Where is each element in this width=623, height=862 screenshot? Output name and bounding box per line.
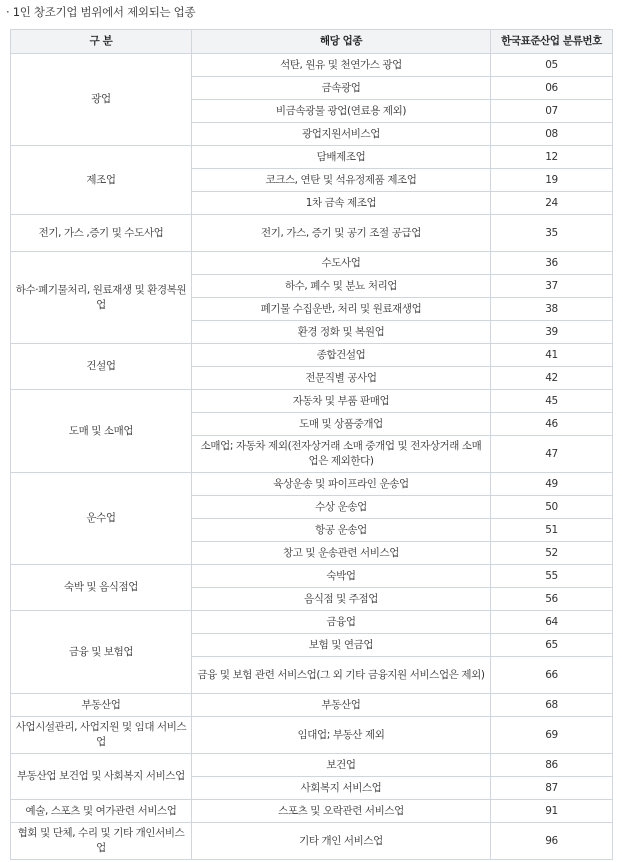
industry-cell: 도매 및 상품중개업 — [192, 413, 491, 436]
table-row — [11, 754, 613, 777]
industry-cell: 보험 및 연금업 — [192, 634, 491, 657]
industry-cell: 사회복지 서비스업 — [192, 777, 491, 800]
industry-cell: 코크스, 연탄 및 석유정제품 제조업 — [192, 169, 491, 192]
industry-cell: 광업지원서비스업 — [192, 123, 491, 146]
table-row — [11, 611, 613, 634]
category-cell: 제조업 — [11, 146, 192, 215]
industry-cell: 종합건설업 — [192, 344, 491, 367]
industry-cell: 창고 및 운송관련 서비스업 — [192, 542, 491, 565]
code-cell: 64 — [491, 611, 613, 634]
category-cell: 사업시설관리, 사업지원 및 임대 서비스업 — [11, 717, 192, 754]
industry-cell: 부동산업 — [192, 694, 491, 717]
industry-cell: 보건업 — [192, 754, 491, 777]
table-row — [11, 146, 613, 169]
table-row — [11, 473, 613, 496]
category-cell: 광업 — [11, 54, 192, 146]
code-cell: 87 — [491, 777, 613, 800]
code-cell: 06 — [491, 77, 613, 100]
code-cell: 56 — [491, 588, 613, 611]
industry-cell: 하수, 폐수 및 분뇨 처리업 — [192, 275, 491, 298]
code-cell: 45 — [491, 390, 613, 413]
industry-cell: 수도사업 — [192, 252, 491, 275]
code-cell: 38 — [491, 298, 613, 321]
code-cell: 39 — [491, 321, 613, 344]
code-cell: 41 — [491, 344, 613, 367]
code-cell: 36 — [491, 252, 613, 275]
category-cell: 전기, 가스 ,증기 및 수도사업 — [11, 215, 192, 252]
code-cell: 50 — [491, 496, 613, 519]
table-row — [11, 694, 613, 717]
industry-cell: 음식점 및 주점업 — [192, 588, 491, 611]
code-cell: 96 — [491, 823, 613, 860]
industry-cell: 1차 금속 제조업 — [192, 192, 491, 215]
category-cell: 건설업 — [11, 344, 192, 390]
code-cell: 12 — [491, 146, 613, 169]
table-row — [11, 252, 613, 275]
industry-cell: 전문직별 공사업 — [192, 367, 491, 390]
table-row — [11, 390, 613, 413]
industry-cell: 금융 및 보험 관련 서비스업(그 외 기타 금융지원 서비스업은 제외) — [192, 657, 491, 694]
table-row — [11, 215, 613, 252]
code-cell: 07 — [491, 100, 613, 123]
table-header-row — [11, 30, 613, 54]
category-cell: 부동산업 보건업 및 사회복지 서비스업 — [11, 754, 192, 800]
code-cell: 46 — [491, 413, 613, 436]
category-cell: 금융 및 보험업 — [11, 611, 192, 694]
code-cell: 55 — [491, 565, 613, 588]
industry-cell: 소매업; 자동차 제외(전자상거래 소매 중개업 및 전자상거래 소매업은 제외한다) — [192, 436, 491, 473]
code-cell: 35 — [491, 215, 613, 252]
category-cell: 협회 및 단체, 수리 및 기타 개인서비스업 — [11, 823, 192, 860]
category-cell: 부동산업 — [11, 694, 192, 717]
industry-cell: 기타 개인 서비스업 — [192, 823, 491, 860]
industry-cell: 석탄, 원유 및 천연가스 광업 — [192, 54, 491, 77]
industry-cell: 자동차 및 부품 판매업 — [192, 390, 491, 413]
code-cell: 51 — [491, 519, 613, 542]
table-row — [11, 344, 613, 367]
industry-cell: 금융업 — [192, 611, 491, 634]
code-cell: 91 — [491, 800, 613, 823]
category-cell: 도매 및 소매업 — [11, 390, 192, 473]
code-cell: 86 — [491, 754, 613, 777]
code-cell: 08 — [491, 123, 613, 146]
table-row — [11, 565, 613, 588]
header-industry: 해당 업종 — [192, 30, 491, 54]
code-cell: 19 — [491, 169, 613, 192]
category-cell: 예술, 스포츠 및 여가관련 서비스업 — [11, 800, 192, 823]
table-body — [11, 54, 613, 860]
category-cell: 운수업 — [11, 473, 192, 565]
code-cell: 42 — [491, 367, 613, 390]
code-cell: 24 — [491, 192, 613, 215]
category-cell: 숙박 및 음식점업 — [11, 565, 192, 611]
category-cell: 하수·폐기물처리, 원료재생 및 환경복원업 — [11, 252, 192, 344]
industry-cell: 수상 운송업 — [192, 496, 491, 519]
industry-cell: 폐기물 수집운반, 처리 및 원료재생업 — [192, 298, 491, 321]
table-row — [11, 823, 613, 860]
code-cell: 69 — [491, 717, 613, 754]
industry-cell: 항공 운송업 — [192, 519, 491, 542]
industry-cell: 스포츠 및 오락관련 서비스업 — [192, 800, 491, 823]
industry-cell: 비금속광물 광업(연료용 제외) — [192, 100, 491, 123]
code-cell: 37 — [491, 275, 613, 298]
excluded-industries-table — [10, 29, 613, 860]
code-cell: 49 — [491, 473, 613, 496]
code-cell: 66 — [491, 657, 613, 694]
industry-cell: 육상운송 및 파이프라인 운송업 — [192, 473, 491, 496]
header-category: 구 분 — [11, 30, 192, 54]
industry-cell: 담배제조업 — [192, 146, 491, 169]
table-row — [11, 54, 613, 77]
industry-cell: 환경 정화 및 복원업 — [192, 321, 491, 344]
code-cell: 05 — [491, 54, 613, 77]
table-row — [11, 717, 613, 754]
header-code: 한국표준산업 분류번호 — [491, 30, 613, 54]
section-title: · 1인 창조기업 범위에서 제외되는 업종 — [6, 5, 196, 19]
table-row — [11, 800, 613, 823]
code-cell: 65 — [491, 634, 613, 657]
code-cell: 68 — [491, 694, 613, 717]
industry-cell: 숙박업 — [192, 565, 491, 588]
industry-cell: 임대업; 부동산 제외 — [192, 717, 491, 754]
code-cell: 52 — [491, 542, 613, 565]
code-cell: 47 — [491, 436, 613, 473]
industry-cell: 전기, 가스, 증기 및 공기 조절 공급업 — [192, 215, 491, 252]
industry-cell: 금속광업 — [192, 77, 491, 100]
